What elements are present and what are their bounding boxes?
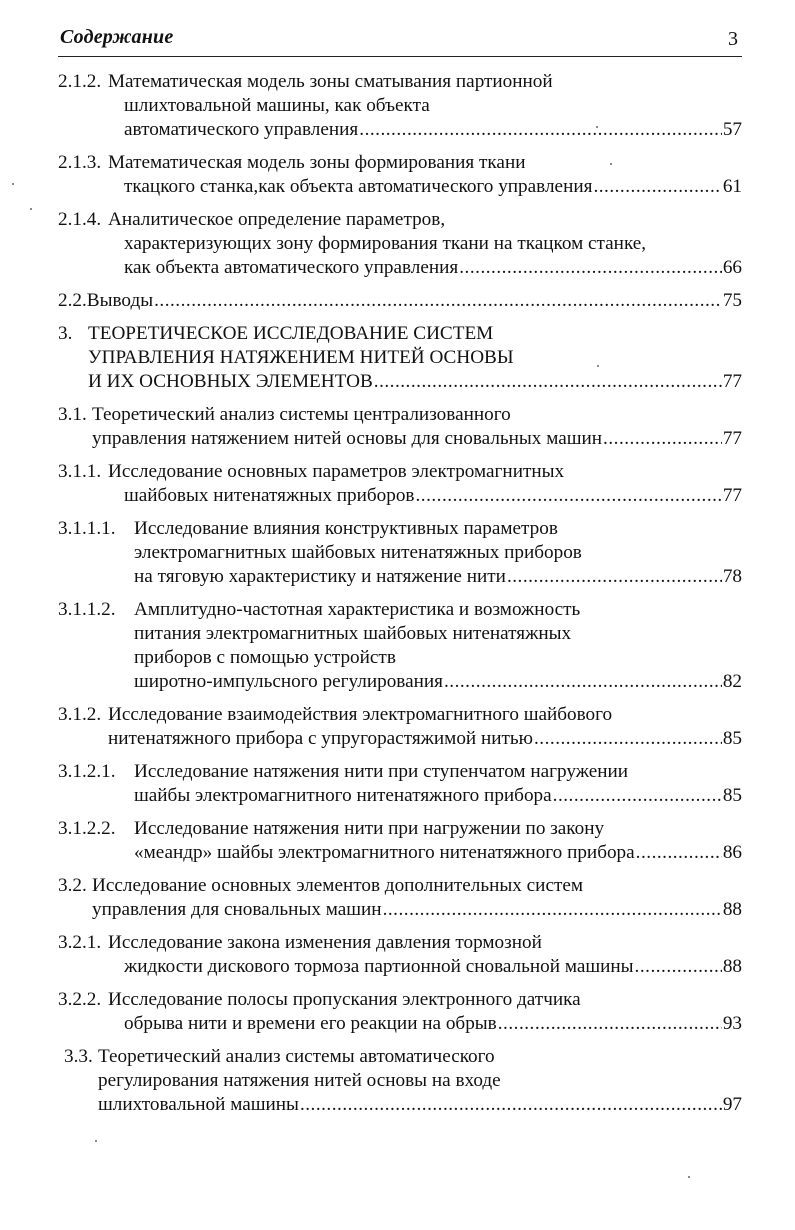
toc-entry-number: 2.1.3. [58, 152, 102, 173]
dot-leader [154, 289, 722, 313]
toc-entry-line [58, 322, 742, 346]
toc-entry-line [58, 427, 742, 451]
toc-entry-number: 2.1.2. [58, 71, 102, 92]
dot-leader [300, 1093, 722, 1117]
toc-entry[interactable] [58, 403, 742, 451]
toc-entry-title: Выводы [86, 290, 154, 311]
dot-leader [553, 784, 722, 808]
toc-entry-page: 77 [722, 371, 742, 392]
toc-entry-title: Исследование основных параметров электромагнитных [108, 461, 565, 482]
toc-entry-page: 77 [722, 428, 742, 449]
toc-entry-line [58, 403, 742, 427]
toc-entry-line [58, 541, 742, 565]
toc-entry-title: Теоретический анализ системы централизованного [92, 404, 511, 425]
toc-entry-title: Аналитическое определение параметров, [108, 209, 446, 230]
toc-entry-line [58, 460, 742, 484]
toc-entry-number: 3.1.2.2. [58, 818, 116, 839]
dot-leader [534, 727, 722, 751]
toc-entry-page: 88 [722, 956, 742, 977]
toc-entry-title: электромагнитных шайбовых нитенатяжных приборов [134, 542, 582, 563]
toc-entry-title: Исследование закона изменения давления тормозной [108, 932, 542, 953]
toc-entry[interactable] [58, 988, 742, 1036]
toc-entry-number: 3.1. [58, 404, 87, 425]
scan-speck [688, 1176, 690, 1178]
toc-entry-title: ТЕОРЕТИЧЕСКОЕ ИССЛЕДОВАНИЕ СИСТЕМ [88, 323, 494, 344]
toc-entry[interactable] [58, 289, 742, 313]
toc-entry-page: 88 [722, 899, 742, 920]
toc-entry-line [58, 841, 742, 865]
toc-entry-title: характеризующих зону формирования ткани на ткацком станке, [124, 233, 647, 254]
dot-leader [444, 670, 722, 694]
toc-entry-line [58, 670, 742, 694]
dot-leader [603, 427, 722, 451]
scan-speck [596, 126, 598, 128]
toc-entry-title: Теоретический анализ системы автоматического [98, 1046, 495, 1067]
toc-page [58, 24, 742, 1115]
toc-entry-line [58, 703, 742, 727]
toc-entry-page: 61 [722, 176, 742, 197]
toc-entry-title: Амплитудно-частотная характеристика и возможность [134, 599, 581, 620]
toc-entry-line [58, 784, 742, 808]
toc-entry-number: 3.3. [64, 1046, 93, 1067]
toc-entry-title: широтно-импульсного регулирования [134, 671, 443, 692]
toc-entry-line [58, 760, 742, 784]
dot-leader [459, 256, 722, 280]
toc-entry-line [58, 898, 742, 922]
toc-entry-title: И ИХ ОСНОВНЫХ ЭЛЕМЕНТОВ [88, 371, 373, 392]
toc-entries [58, 70, 742, 1126]
toc-entry-number: 3.1.2. [58, 704, 102, 725]
toc-entry-title: ткацкого станка,как объекта автоматического управления [124, 176, 593, 197]
toc-entry-title: «меандр» шайбы электромагнитного нитенатяжного прибора [134, 842, 635, 863]
toc-entry-line [58, 598, 742, 622]
toc-entry-page: 66 [722, 257, 742, 278]
toc-entry-page: 57 [722, 119, 742, 140]
toc-entry[interactable] [58, 208, 742, 280]
toc-entry-line [64, 1093, 742, 1117]
toc-entry-line [58, 874, 742, 898]
toc-entry-title: приборов с помощью устройств [134, 647, 396, 668]
toc-entry[interactable] [58, 598, 742, 694]
toc-entry-number: 3.1.1.1. [58, 518, 116, 539]
toc-entry-title: управления натяжением нитей основы для сновальных машин [92, 428, 603, 449]
dot-leader [636, 841, 722, 865]
toc-entry-line [58, 817, 742, 841]
toc-entry-line [58, 517, 742, 541]
toc-entry[interactable] [58, 874, 742, 922]
toc-entry-line [58, 256, 742, 280]
toc-entry-line [58, 370, 742, 394]
toc-entry-title: на тяговую характеристику и натяжение нити [134, 566, 506, 587]
dot-leader [635, 955, 722, 979]
scan-speck [12, 183, 14, 185]
toc-entry-page: 97 [722, 1094, 742, 1115]
dot-leader [593, 175, 721, 199]
toc-entry[interactable] [58, 151, 742, 199]
toc-entry-number: 3. [58, 323, 73, 344]
toc-entry-number: 3.1.1. [58, 461, 102, 482]
running-header [58, 24, 742, 57]
scan-speck [597, 365, 599, 367]
toc-entry-line [58, 346, 742, 370]
toc-entry-title: Исследование взаимодействия электромагнитного шайбового [108, 704, 613, 725]
header-page-number: 3 [728, 28, 738, 50]
toc-entry-line [58, 175, 742, 199]
toc-entry-number: 3.2.1. [58, 932, 102, 953]
toc-entry-title: нитенатяжного прибора с упругорастяжимой нитью [108, 728, 533, 749]
toc-entry-page: 85 [722, 728, 742, 749]
toc-entry-line [58, 622, 742, 646]
toc-entry[interactable] [58, 760, 742, 808]
toc-entry-line [58, 988, 742, 1012]
toc-entry-line [58, 646, 742, 670]
toc-entry-title: шлихтовальной машины [98, 1094, 299, 1115]
toc-entry-line [58, 208, 742, 232]
toc-entry-line [58, 484, 742, 508]
toc-entry-title: регулирования натяжения нитей основы на входе [98, 1070, 501, 1091]
toc-entry[interactable] [58, 460, 742, 508]
toc-entry-line [58, 94, 742, 118]
toc-entry-title: Исследование натяжения нити при ступенчатом нагружении [134, 761, 629, 782]
toc-entry[interactable] [58, 703, 742, 751]
toc-entry[interactable] [58, 517, 742, 589]
toc-entry-line [64, 1069, 742, 1093]
scan-speck [95, 1140, 97, 1142]
toc-entry-title: управления для сновальных машин [92, 899, 382, 920]
toc-entry-title: как объекта автоматического управления [124, 257, 459, 278]
toc-entry-number: 3.2. [58, 875, 87, 896]
toc-entry-line [58, 289, 742, 313]
toc-entry-line [58, 1012, 742, 1036]
scan-speck [610, 163, 612, 165]
dot-leader [359, 118, 722, 142]
dot-leader [374, 370, 722, 394]
header-title: Содержание [60, 26, 174, 48]
toc-entry-number: 2.1.4. [58, 209, 102, 230]
toc-entry-line [58, 931, 742, 955]
toc-entry-number: 3.2.2. [58, 989, 102, 1010]
dot-leader [507, 565, 722, 589]
toc-entry-title: Математическая модель зоны формирования ткани [108, 152, 526, 173]
toc-entry-title: УПРАВЛЕНИЯ НАТЯЖЕНИЕМ НИТЕЙ ОСНОВЫ [88, 347, 514, 368]
toc-entry-page: 93 [722, 1013, 742, 1034]
toc-entry[interactable] [58, 817, 742, 865]
toc-entry-title: питания электромагнитных шайбовых нитенатяжных [134, 623, 572, 644]
toc-entry-line [64, 1045, 742, 1069]
toc-entry-title: Исследование полосы пропускания электронного датчика [108, 989, 581, 1010]
toc-entry-title: Исследование натяжения нити при нагружении по закону [134, 818, 605, 839]
dot-leader [383, 898, 722, 922]
toc-entry-line [58, 232, 742, 256]
toc-entry-title: шайбы электромагнитного нитенатяжного прибора [134, 785, 552, 806]
toc-entry-title: шайбовых нитенатяжных приборов [124, 485, 415, 506]
toc-entry-title: Математическая модель зоны сматывания партионной [108, 71, 553, 92]
toc-entry-title: Исследование влияния конструктивных параметров [134, 518, 558, 539]
toc-entry-line [58, 70, 742, 94]
toc-entry-line [58, 727, 742, 751]
dot-leader [498, 1012, 722, 1036]
toc-entry-page: 82 [722, 671, 742, 692]
toc-entry-line [58, 955, 742, 979]
toc-entry-title: жидкости дискового тормоза партионной сновальной машины [124, 956, 634, 977]
toc-entry-line [58, 118, 742, 142]
toc-entry-page: 86 [722, 842, 742, 863]
toc-entry-title: обрыва нити и времени его реакции на обрыв [124, 1013, 497, 1034]
toc-entry-title: Исследование основных элементов дополнительных систем [92, 875, 584, 896]
toc-entry-number: 2.2. [58, 290, 87, 311]
toc-entry-page: 78 [722, 566, 742, 587]
dot-leader [415, 484, 721, 508]
toc-entry-page: 75 [722, 290, 742, 311]
toc-entry[interactable] [58, 322, 742, 394]
toc-entry-page: 77 [722, 485, 742, 506]
toc-entry[interactable] [64, 1045, 742, 1117]
toc-entry-line [58, 151, 742, 175]
toc-entry-number: 3.1.1.2. [58, 599, 116, 620]
toc-entry[interactable] [58, 70, 742, 142]
toc-entry[interactable] [58, 931, 742, 979]
scan-speck [30, 208, 32, 210]
toc-entry-page: 85 [722, 785, 742, 806]
toc-entry-title: автоматического управления [124, 119, 359, 140]
toc-entry-number: 3.1.2.1. [58, 761, 116, 782]
toc-entry-title: шлихтовальной машины, как объекта [124, 95, 430, 116]
toc-entry-line [58, 565, 742, 589]
